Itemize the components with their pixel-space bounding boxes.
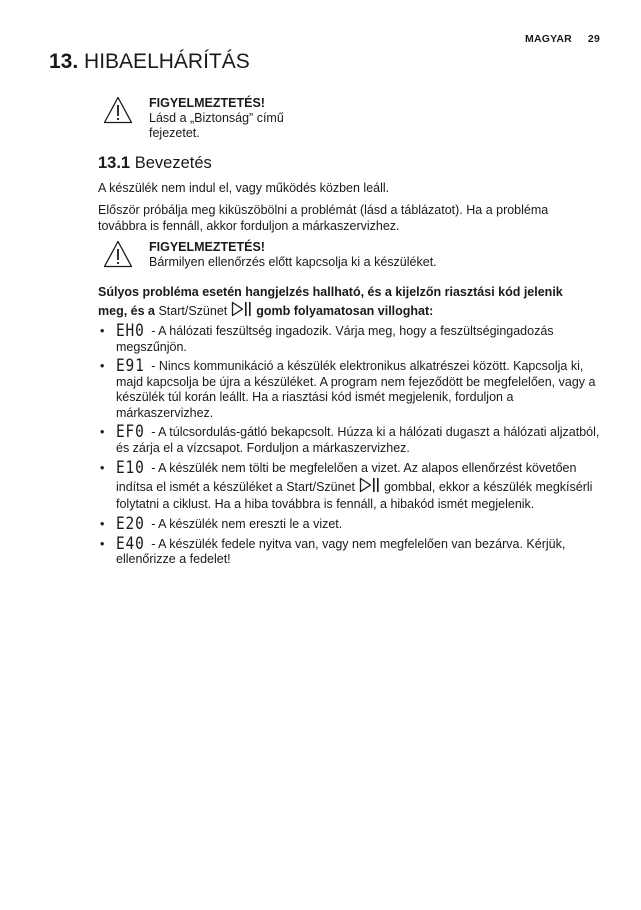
intro-p2-line-1: Először próbálja meg kiküszöbölni a problémát (lásd a táblázatot). Ha a probléma	[98, 203, 549, 217]
start-pause-icon	[231, 301, 253, 317]
alarm-description: - Nincs kommunikáció a készülék elektronikus alkatrészei között. Kapcsolja ki, majd kapcsolja be újra a készüléket. A program nem fejeződött be megfelelően, vagy a készülék túl korán leállt. Ha a riasztási kód ismét megjelenik, forduljon a márkaszervizhez.	[116, 359, 596, 420]
alarm-code: E40	[116, 533, 145, 554]
alarm-description: - A hálózati feszültség ingadozik. Várja meg, hogy a feszültségingadozás megszűnjön.	[116, 324, 554, 354]
list-item	[98, 422, 603, 456]
list-item	[98, 460, 603, 513]
alarm-code: EH0	[116, 321, 145, 341]
warning-box-power	[103, 240, 437, 270]
subsection-heading	[98, 154, 212, 173]
warning-box-safety	[103, 96, 284, 141]
bullet: •	[100, 461, 105, 475]
warning-title: FIGYELMEZTETÉS!	[149, 96, 265, 110]
alarm-description-a: - A készülék nem tölti be megfelelően a vizet. Az alapos ellenőrzést követően indítsa el ismét a készüléket a Start/Szünet	[116, 461, 577, 494]
alarm-description: - A készülék fedele nyitva van, vagy nem megfelelően van bezárva. Kérjük, ellenőrizze a fedelet!	[116, 536, 566, 566]
warning-text	[149, 240, 437, 270]
alarm-code: EF0	[116, 422, 145, 442]
section-number: 13.	[49, 50, 79, 73]
alarm-description: - A készülék nem ereszti le a vizet.	[151, 517, 343, 531]
warning-text	[149, 96, 284, 141]
alarm-intro-line-2a: meg, és a	[98, 304, 155, 318]
intro-p2-line-2: továbbra is fennáll, akkor forduljon a márkaszervizhez.	[98, 218, 400, 233]
warning-triangle-icon	[103, 240, 133, 268]
alarm-description: - A túlcsordulás-gátló bekapcsolt. Húzza ki a hálózati dugaszt a hálózati aljzatból, és zárja el a vízcsapot. Forduljon a márkaszervizhez.	[116, 425, 600, 455]
bullet: •	[100, 536, 105, 551]
warning-triangle-icon	[103, 96, 133, 124]
alarm-description-b: gombbal, ekkor a készülék megkísérli folytatni a ciklust. Ha a hiba továbbra is fennáll, a hibakód ismét megjelenik.	[116, 480, 593, 511]
alarm-intro-line-1: Súlyos probléma esetén hangjelzés hallható, és a kijelzőn riasztási kód jelenik	[98, 285, 563, 299]
bullet: •	[100, 517, 105, 531]
start-pause-label: Start/Szünet	[158, 304, 228, 318]
header-language: MAGYAR	[525, 33, 572, 45]
bullet: •	[100, 425, 105, 439]
alarm-code: E91	[116, 356, 145, 376]
subsection-title: Bevezetés	[134, 154, 212, 172]
subsection-number: 13.1	[98, 154, 131, 172]
warning-body: Bármilyen ellenőrzés előtt kapcsolja ki a készüléket.	[149, 255, 437, 269]
page-header	[525, 33, 600, 45]
bullet: •	[100, 359, 105, 373]
warning-line-2: fejezetet.	[149, 126, 200, 140]
alarm-code-list	[98, 321, 603, 572]
alarm-intro	[98, 284, 603, 320]
alarm-code: E10	[116, 458, 145, 478]
page-number: 29	[587, 33, 600, 45]
list-item	[98, 321, 603, 355]
list-item	[98, 533, 603, 568]
start-pause-icon	[359, 477, 381, 493]
section-title: HIBAELHÁRÍTÁS	[84, 50, 250, 73]
bullet: •	[100, 324, 105, 338]
section-heading	[49, 50, 250, 74]
alarm-intro-line-2b: gomb folyamatosan villoghat:	[256, 304, 434, 318]
intro-paragraph-1: A készülék nem indul el, vagy működés közben leáll.	[98, 181, 390, 195]
intro-paragraph-2	[98, 203, 603, 234]
list-item	[98, 356, 603, 421]
warning-title: FIGYELMEZTETÉS!	[149, 240, 265, 254]
alarm-code: E20	[116, 514, 145, 534]
list-item	[98, 514, 603, 534]
warning-line-1: Lásd a „Biztonság” című	[149, 111, 284, 125]
